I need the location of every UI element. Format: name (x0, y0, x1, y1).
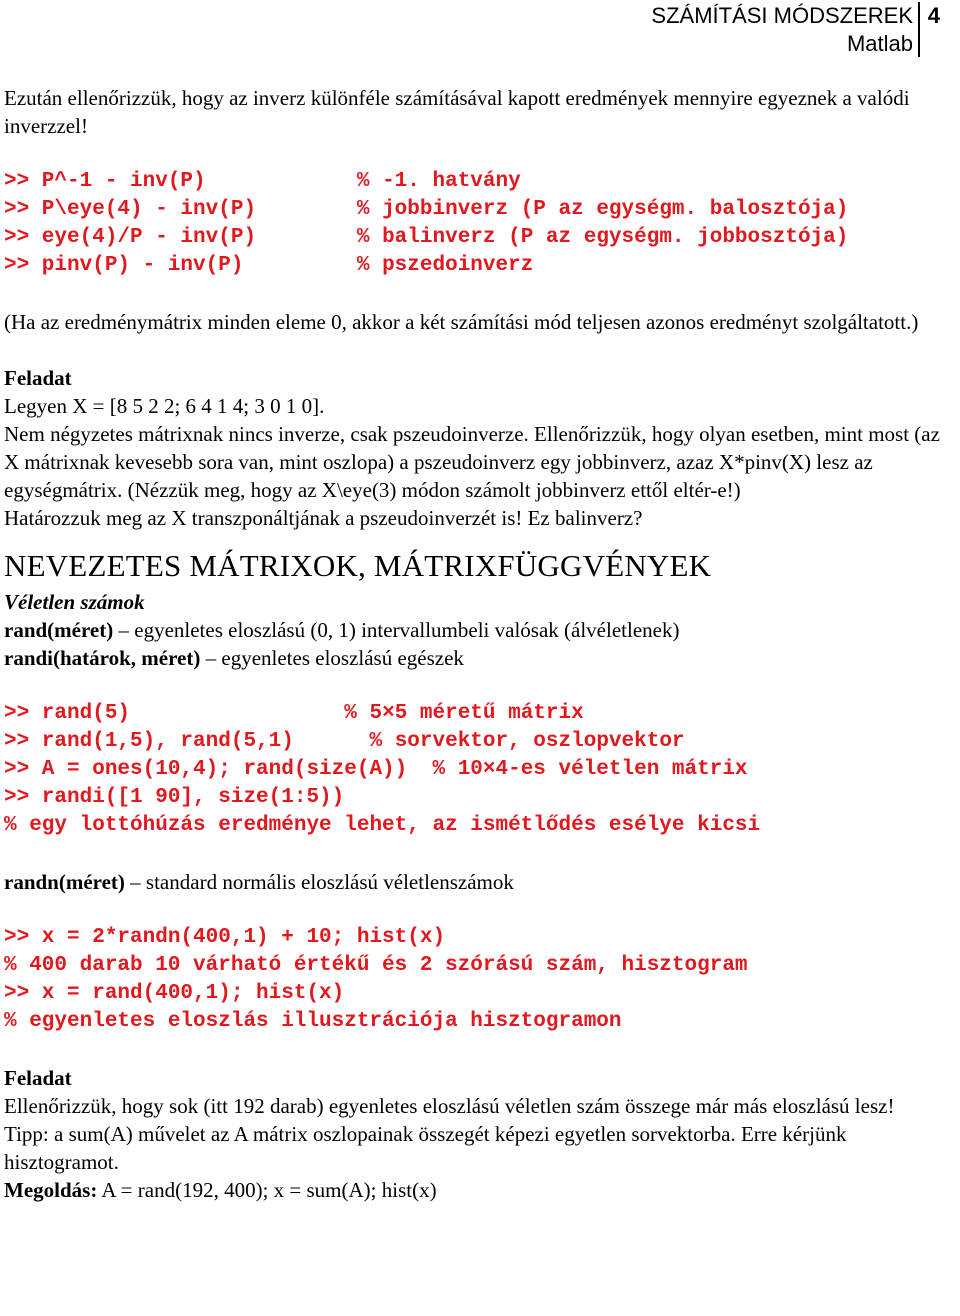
code-comment: % -1. hatvány (356, 170, 521, 193)
document-body (4, 84, 958, 1204)
code-command: >> randi([1 90], size(1:5)) (4, 786, 345, 809)
code-comment: % pszedoinverz (356, 254, 534, 277)
code-command: >> P\eye(4) - inv(P) (4, 198, 257, 221)
code-comment: % 5×5 méretű mátrix (344, 702, 584, 725)
code-line (4, 196, 958, 224)
code-command: >> A = ones(10,4); rand(size(A)) (4, 758, 408, 781)
header-subtitle: Matlab (846, 31, 913, 56)
code-line (4, 784, 958, 812)
definition-rand (4, 616, 958, 644)
code-block-hist (4, 924, 958, 1036)
code-line: >> x = rand(400,1); hist(x) (4, 982, 345, 1005)
definition-text: – egyenletes eloszlású (0, 1) intervallumbeli valósak (álvéletlenek) (113, 618, 680, 642)
code-comment: % jobbinverz (P az egységm. balosztója) (356, 198, 849, 221)
header-title: SZÁMÍTÁSI MÓDSZEREK (651, 3, 913, 28)
code-command: >> P^-1 - inv(P) (4, 170, 206, 193)
code-line (4, 812, 958, 840)
code-command: >> eye(4)/P - inv(P) (4, 226, 257, 249)
task-heading: Feladat (4, 1066, 72, 1090)
code-line (4, 756, 958, 784)
code-comment: % balinverz (P az egységm. jobbosztója) (356, 226, 849, 249)
definition-text: – egyenletes eloszlású egészek (200, 646, 464, 670)
note-paragraph: (Ha az eredménymátrix minden eleme 0, akkor a két számítási mód teljesen azonos eredményt szolgáltatott.) (4, 310, 919, 334)
header-divider (918, 2, 920, 57)
definition-term: randi(határok, méret) (4, 646, 201, 670)
task-line: Határozzuk meg az X transzponáltjának a pszeudoinverzét is! Ez balinverz? (4, 506, 643, 530)
intro-paragraph: Ezután ellenőrizzük, hogy az inverz különféle számításával kapott eredmények mennyire egyeznek a valódi inverzzel! (4, 86, 910, 138)
definition-text: – standard normális eloszlású véletlenszámok (124, 870, 514, 894)
code-command: >> pinv(P) - inv(P) (4, 254, 244, 277)
code-line (4, 224, 958, 252)
page-number: 4 (927, 3, 940, 28)
code-block-rand (4, 700, 958, 840)
code-line (4, 728, 958, 756)
section-subtitle: Véletlen számok (4, 590, 145, 614)
code-line (4, 252, 958, 280)
code-comment: % sorvektor, oszlopvektor (369, 730, 685, 753)
code-command: >> rand(1,5), rand(5,1) (4, 730, 294, 753)
task-line: Tipp: a sum(A) művelet az A mátrix oszlopainak összegét képezi egyetlen sorvektorba. Erre kérjünk hisztogramot. (4, 1122, 847, 1174)
definition-term: rand(méret) (4, 618, 114, 642)
code-block-inverse (4, 168, 958, 280)
definition-randn (4, 868, 958, 896)
code-line: >> x = 2*randn(400,1) + 10; hist(x) (4, 926, 446, 949)
task-heading: Feladat (4, 366, 72, 390)
task-line: Legyen X = [8 5 2 2; 6 4 1 4; 3 0 1 0]. (4, 394, 325, 418)
task-line: Ellenőrizzük, hogy sok (itt 192 darab) egyenletes eloszlású véletlen szám összege már más eloszlású lesz! (4, 1094, 895, 1118)
code-comment: % egy lottóhúzás eredménye lehet, az ismétlődés esélye kicsi (4, 814, 761, 837)
code-comment: % 10×4-es véletlen mátrix (432, 758, 748, 781)
code-line (4, 700, 958, 728)
section-title: NEVEZETES MÁTRIXOK, MÁTRIXFÜGGVÉNYEK (4, 548, 712, 583)
code-comment-line: % egyenletes eloszlás illusztrációja hisztogramon (4, 1010, 622, 1033)
page-header (0, 0, 960, 60)
header-titles (651, 2, 913, 58)
solution-label: Megoldás: (4, 1178, 98, 1202)
definition-randi (4, 644, 958, 672)
solution-text: A = rand(192, 400); x = sum(A); hist(x) (97, 1178, 437, 1202)
code-comment-line: % 400 darab 10 várható értékű és 2 szórású szám, hisztogram (4, 954, 748, 977)
solution-line (4, 1176, 958, 1204)
code-command: >> rand(5) (4, 702, 131, 725)
code-line (4, 168, 958, 196)
task-line: Nem négyzetes mátrixnak nincs inverze, csak pszeudoinverze. Ellenőrizzük, hogy olyan esetben, mint most (az X mátrixnak kevesebb sora van, mint oszlopa) a pszeudoinverz egy jobbinverz, azaz X*pinv(X) lesz az egységmátrix. (Nézzük meg, hogy az X\eye(3) módon számolt jobbinverz ettől eltér-e!) (4, 422, 940, 502)
definition-term: randn(méret) (4, 870, 125, 894)
